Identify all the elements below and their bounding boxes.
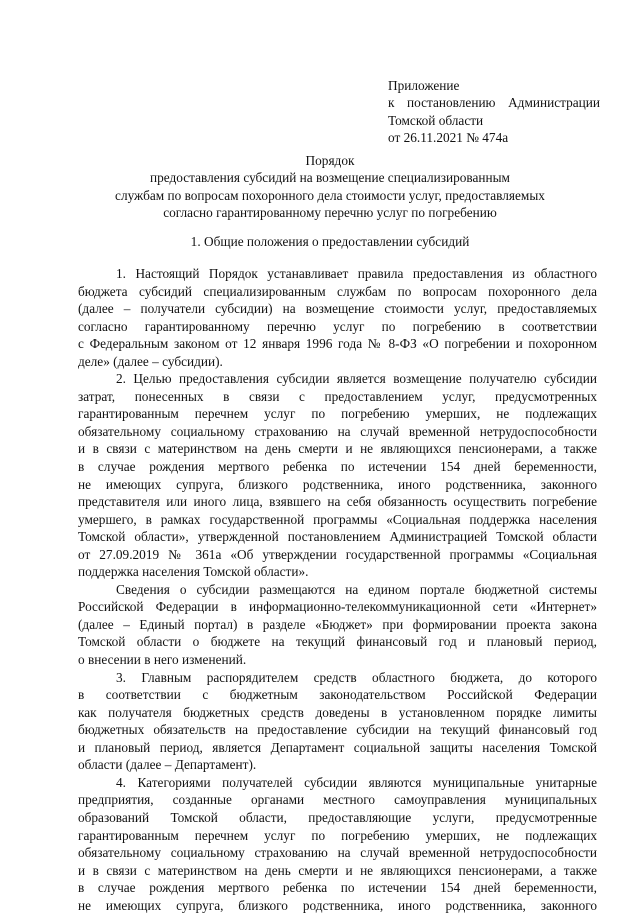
- paragraph-line: бюджета субсидий специализированным службам по вопросам похоронного дела: [78, 283, 597, 299]
- paragraph-line: 1. Настоящий Порядок устанавливает правила предоставления из областного: [116, 266, 597, 281]
- appendix-line: от 26.11.2021 № 474а: [388, 130, 509, 146]
- paragraph-line: (далее – Единый портал) в разделе «Бюджет» при формировании проекта закона: [78, 616, 597, 632]
- paragraph-line: гарантированным перечнем услуг по погребению умерших, не подлежащих: [78, 827, 597, 843]
- paragraph-line: согласно гарантированному перечню услуг по погребению в соответствии: [78, 318, 597, 334]
- paragraph-line: не имеющих супруга, близкого родственника, иного родственника, законного: [78, 897, 597, 913]
- body-text: [78, 265, 597, 914]
- paragraph-line: в случае рождения мертвого ребенка по истечении 154 дней беременности,: [78, 459, 597, 475]
- paragraph-line: умершего, в рамках государственной программы «Социальная поддержка населения: [78, 511, 597, 527]
- appendix-line: к постановлению Администрации: [388, 95, 600, 111]
- paragraph-line: Томской области о бюджете на текущий финансовый год и плановый период,: [78, 634, 597, 650]
- paragraph-line: бюджетных обязательств на предоставление субсидии на текущий финансовый год: [78, 722, 597, 738]
- paragraph-line: 3. Главным распорядителем средств областного бюджета, до которого: [116, 669, 597, 685]
- paragraph-line: и в связи с материнством на день смерти и не являющихся пенсионерами, а также: [78, 862, 597, 878]
- appendix-header: [388, 77, 600, 147]
- paragraph-line: и плановый период, является Департамент социальной защиты населения Томской: [78, 739, 597, 755]
- title-line: Порядок: [305, 153, 355, 168]
- paragraph-line: с Федеральным законом от 12 января 1996 года № 8-ФЗ «О погребении и похоронном: [78, 336, 597, 352]
- paragraph-line: в случае рождения мертвого ребенка по истечении 154 дней беременности,: [78, 880, 597, 896]
- paragraph-line: Сведения о субсидии размещаются на едином портале бюджетной системы: [116, 581, 597, 597]
- paragraph-line: гарантированным перечнем услуг по погребению умерших, не подлежащих: [78, 406, 597, 422]
- paragraph-line: Российской Федерации в информационно-телекоммуникационной сети «Интернет»: [78, 599, 597, 615]
- paragraph-line: и в связи с материнством на день смерти и не являющихся пенсионерами, а также: [78, 441, 597, 457]
- paragraph-line: поддержка населения Томской области».: [78, 564, 309, 580]
- paragraph: [78, 669, 597, 774]
- section-heading: 1. Общие положения о предоставлении субсидий: [190, 234, 470, 249]
- paragraph-line: образований Томской области, предоставляющие услуги, предусмотренные: [78, 809, 597, 825]
- paragraph: [78, 265, 597, 370]
- paragraph-line: о внесении в него изменений.: [78, 652, 247, 668]
- appendix-line: Томской области: [388, 112, 484, 128]
- paragraph-line: затрат, понесенных в связи с предоставлением услуг, предусмотренных: [78, 388, 597, 404]
- paragraph-line: в соответствии с бюджетным законодательством Российской Федерации: [78, 687, 597, 703]
- paragraph: [78, 774, 597, 914]
- appendix-line: Приложение: [388, 78, 460, 93]
- paragraph-line: как получателя бюджетных средств доведены в установленном порядке лимиты: [78, 704, 597, 720]
- paragraph-line: предприятия, созданные органами местного самоуправления муниципальных: [78, 792, 597, 808]
- paragraph-line: представителя или иного лица, взявшего на себя обязанность осуществить погребение: [78, 494, 597, 510]
- paragraph-line: 4. Категориями получателей субсидии являются муниципальные унитарные: [116, 774, 597, 790]
- paragraph-line: 2. Целью предоставления субсидии является возмещение получателю субсидии: [116, 371, 597, 387]
- title-line: предоставления субсидий на возмещение специализированным: [150, 170, 510, 186]
- paragraph-line: области (далее – Департамент).: [78, 757, 257, 773]
- paragraph-line: обязательному социальному страхованию на случай временной нетрудоспособности: [78, 423, 597, 439]
- title-line: службам по вопросам похоронного дела стоимости услуг, предоставляемых: [115, 187, 545, 203]
- document-title: [60, 152, 600, 222]
- paragraph-line: не имеющих супруга, близкого родственника, иного родственника, законного: [78, 476, 597, 492]
- paragraph-line: (далее – получатели субсидии) на возмещение стоимости услуг, предоставляемых: [78, 301, 597, 317]
- paragraph-line: деле» (далее – субсидии).: [78, 353, 223, 369]
- paragraph-line: от 27.09.2019 № 361а «Об утверждении государственной программы «Социальная: [78, 546, 597, 562]
- paragraph-line: обязательному социальному страхованию на случай временной нетрудоспособности: [78, 845, 597, 861]
- paragraph-line: Томской области», утвержденной постановлением Администрацией Томской области: [78, 529, 597, 545]
- title-line: согласно гарантированному перечню услуг по погребению: [163, 205, 497, 221]
- paragraph: [78, 370, 597, 581]
- paragraph: [78, 581, 597, 669]
